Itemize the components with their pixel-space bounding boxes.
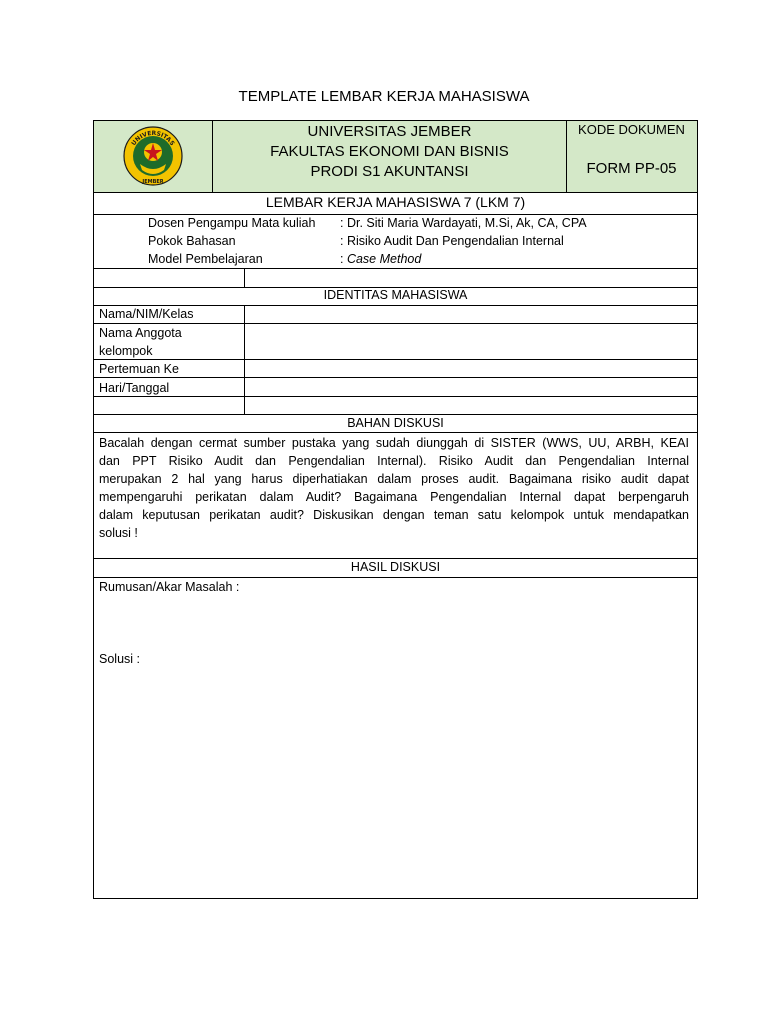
svg-text:JEMBER: JEMBER (142, 179, 164, 185)
identitas-column-divider (244, 305, 245, 414)
pokok-label: Pokok Bahasan (148, 234, 236, 248)
program-name: PRODI S1 AKUNTANSI (310, 163, 469, 180)
row-line (93, 414, 698, 415)
bahan-line: solusi ! (99, 526, 138, 540)
bahan-line: dan PPT Risiko Audit dan Pengendalian Internal). Risiko Audit dan Pengendalian Internal (99, 454, 689, 468)
svg-text:UNIVERSITAS: UNIVERSITAS (130, 129, 176, 148)
bahan-line: dalam keputusan perikatan audit? Diskusikan dengan teman satu kelompok untuk mendapatkan (99, 508, 689, 522)
model-value: : Case Method (340, 252, 422, 266)
hasil-diskusi-heading: HASIL DISKUSI (350, 560, 441, 574)
bahan-line: mempengaruhi perikatan dalam Audit? Bagaimana Pengendalian Internal dapat berpengaruh (99, 490, 689, 504)
row-line (93, 432, 698, 433)
table-border-top (93, 120, 698, 121)
nama-nim-kelas-label: Nama/NIM/Kelas (99, 307, 194, 321)
row-line (93, 305, 698, 306)
header-divider-kode (566, 120, 567, 192)
row-line (93, 287, 698, 288)
row-line (93, 192, 698, 193)
anggota-label-line1: Nama Anggota (99, 326, 182, 340)
dosen-value: : Dr. Siti Maria Wardayati, M.Si, Ak, CA, CPA (340, 216, 587, 230)
document-title: TEMPLATE LEMBAR KERJA MAHASISWA (238, 88, 530, 105)
model-label: Model Pembelajaran (148, 252, 263, 266)
bahan-line: merupakan 2 hal yang harus diperhatiakan dalam proses audit. Bagaimana risiko audit dapat (99, 472, 689, 486)
row-line (93, 214, 698, 215)
hari-tanggal-label: Hari/Tanggal (99, 381, 170, 395)
bahan-diskusi-heading: BAHAN DISKUSI (347, 416, 444, 430)
kode-dokumen-label: KODE DOKUMEN (578, 122, 685, 137)
pokok-value: : Risiko Audit Dan Pengendalian Internal (340, 234, 564, 248)
rumusan-masalah-label: Rumusan/Akar Masalah : (99, 580, 240, 594)
header-divider-logo (212, 120, 213, 192)
bahan-line: Bacalah dengan cermat sumber pustaka yang sudah diunggah di SISTER (WWS, UU, ARBH, KEAI (99, 436, 689, 450)
identitas-heading: IDENTITAS MAHASISWA (323, 288, 468, 302)
university-logo (120, 126, 186, 186)
table-border-left (93, 120, 94, 899)
row-line (93, 323, 698, 324)
bahan-diskusi-text (99, 434, 689, 542)
faculty-name: FAKULTAS EKONOMI DAN BISNIS (270, 143, 509, 160)
anggota-label-line2: kelompok (99, 344, 153, 358)
row-line (93, 577, 698, 578)
table-border-right (697, 120, 698, 899)
kode-dokumen-value: FORM PP-05 (586, 160, 677, 177)
identitas-column-divider (244, 268, 245, 287)
row-line (93, 377, 698, 378)
row-line (93, 359, 698, 360)
row-line (93, 396, 698, 397)
row-line (93, 268, 698, 269)
lkm-title: LEMBAR KERJA MAHASISWA 7 (LKM 7) (265, 194, 526, 210)
university-name: UNIVERSITAS JEMBER (307, 123, 472, 140)
row-line (93, 558, 698, 559)
table-border-bottom (93, 898, 698, 899)
dosen-label: Dosen Pengampu Mata kuliah (148, 216, 316, 230)
pertemuan-label: Pertemuan Ke (99, 362, 179, 376)
solusi-label: Solusi : (99, 652, 140, 666)
